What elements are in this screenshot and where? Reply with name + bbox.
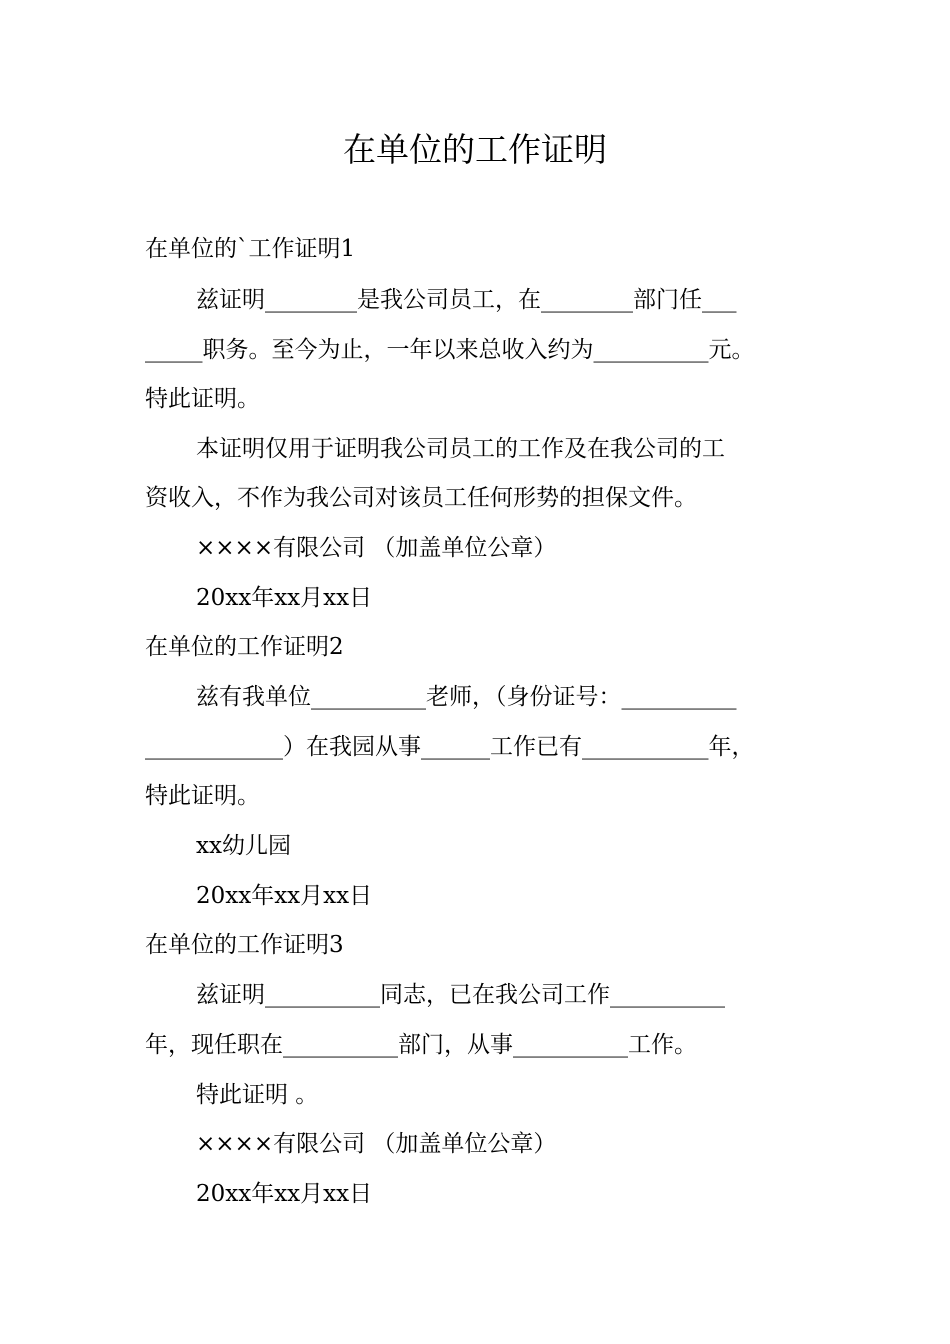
date-line: 20xx年xx月xx日: [196, 883, 373, 909]
date-line: 20xx年xx月xx日: [196, 1181, 373, 1207]
paragraph-line: _____职务。至今为止，一年以来总收入约为__________元。: [145, 337, 755, 363]
company-signature: ××××有限公司 （加盖单位公章）: [196, 1131, 557, 1157]
paragraph-line: 资收入，不作为我公司对该员工任何形势的担保文件。: [145, 485, 697, 511]
paragraph-line: 特此证明。: [145, 783, 260, 809]
paragraph-line: 兹证明________是我公司员工，在________部门任___: [196, 287, 737, 313]
paragraph-line: 本证明仅用于证明我公司员工的工作及在我公司的工: [196, 436, 725, 462]
section-heading-1: 在单位的`工作证明1: [145, 236, 356, 262]
paragraph-line: 特此证明 。: [196, 1082, 319, 1108]
company-signature: ××××有限公司 （加盖单位公章）: [196, 535, 557, 561]
paragraph-line: 特此证明。: [145, 386, 260, 412]
section-heading-2: 在单位的工作证明2: [145, 634, 344, 660]
section-heading-3: 在单位的工作证明3: [145, 932, 344, 958]
date-line: 20xx年xx月xx日: [196, 585, 373, 611]
paragraph-line: 兹有我单位__________老师，（身份证号：__________: [196, 684, 737, 710]
paragraph-line: 年，现任职在__________部门，从事__________工作。: [145, 1032, 697, 1058]
document-title: 在单位的工作证明: [343, 130, 607, 169]
paragraph-line: 兹证明__________同志，已在我公司工作__________: [196, 982, 725, 1008]
kindergarten-signature: xx幼儿园: [196, 833, 291, 859]
paragraph-line: ____________）在我园从事______工作已有___________年，: [145, 734, 755, 760]
